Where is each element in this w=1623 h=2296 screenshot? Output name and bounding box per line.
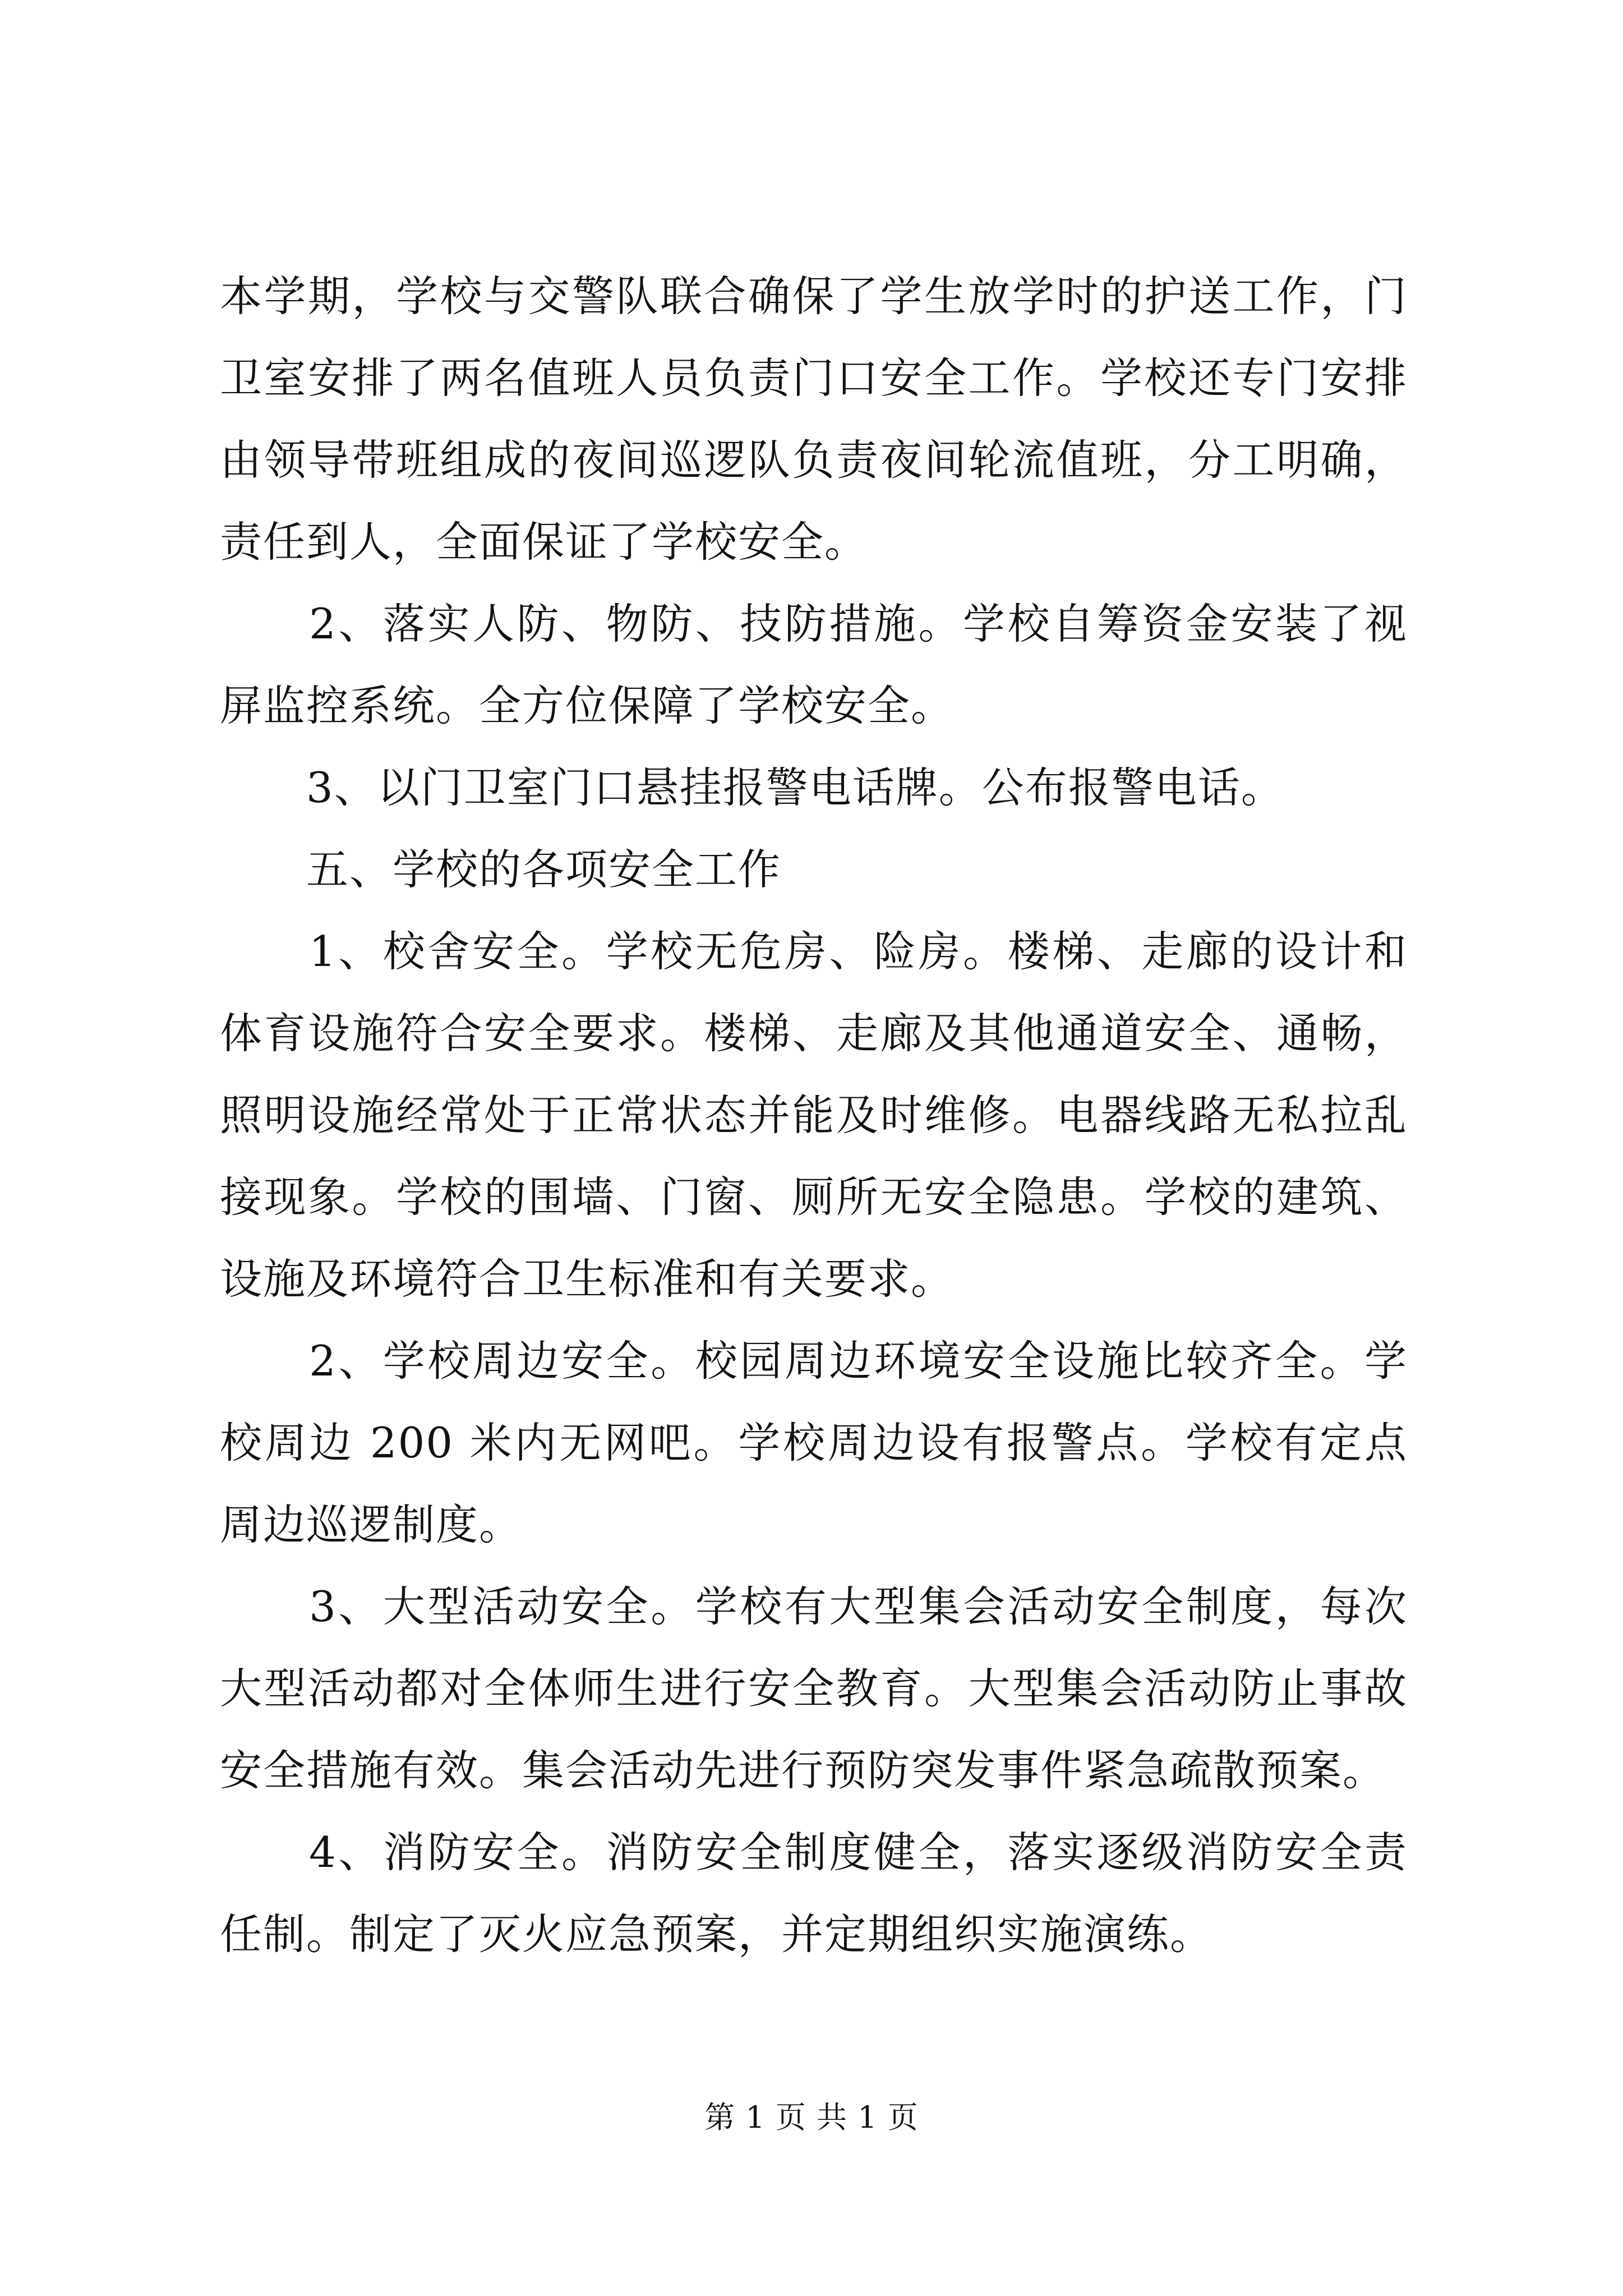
section-heading: 五、学校的各项安全工作: [220, 845, 782, 894]
paragraph: 3、以门卫室门口悬挂报警电话牌。公布报警电话。: [220, 763, 1284, 812]
paragraph: 4、消防安全。消防安全制度健全，落实逐级消防安全责任制。制定了灭火应急预案，并定期组织实施演练。: [220, 1828, 1408, 1959]
page-footer: 第 1 页 共 1 页: [704, 2100, 919, 2135]
paragraph: 本学期，学校与交警队联合确保了学生放学时的护送工作，门卫室安排了两名值班人员负责门口安全工作。学校还专门安排由领导带班组成的夜间巡逻队负责夜间轮流值班，分工明确，责任到人，全面保证了学校安全。: [220, 272, 1408, 567]
paragraph: 1、校舍安全。学校无危房、险房。楼梯、走廊的设计和体育设施符合安全要求。楼梯、走廊及其他通道安全、通畅，照明设施经常处于正常状态并能及时维修。电器线路无私拉乱接现象。学校的围墙、门窗、厕所无安全隐患。学校的建筑、设施及环境符合卫生标准和有关要求。: [220, 927, 1408, 1304]
paragraph: 3、大型活动安全。学校有大型集会活动安全制度，每次大型活动都对全体师生进行安全教育。大型集会活动防止事故安全措施有效。集会活动先进行预防突发事件紧急疏散预案。: [220, 1582, 1408, 1795]
document-body: [220, 255, 1408, 1975]
paragraph: 2、学校周边安全。校园周边环境安全设施比较齐全。学校周边 200 米内无网吧。学校周边设有报警点。学校有定点周边巡逻制度。: [220, 1336, 1408, 1549]
paragraph: 2、落实人防、物防、技防措施。学校自筹资金安装了视屏监控系统。全方位保障了学校安全。: [220, 599, 1408, 730]
